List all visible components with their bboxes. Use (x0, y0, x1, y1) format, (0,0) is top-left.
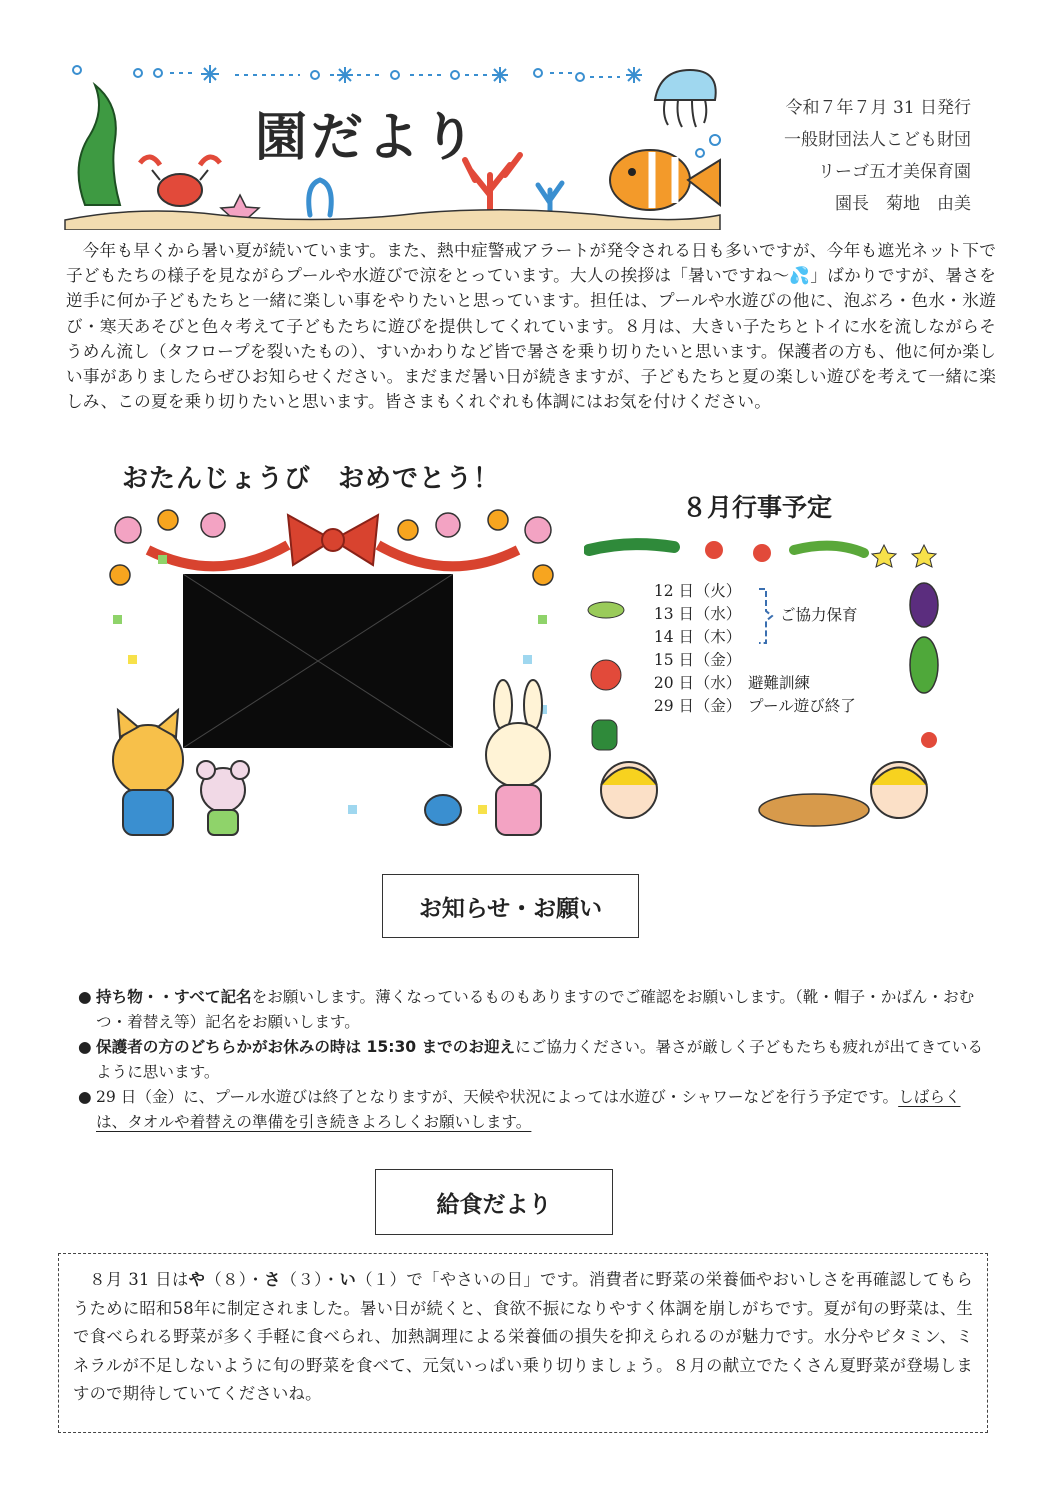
crab-icon (140, 157, 220, 206)
cat-character-icon (113, 710, 183, 835)
rabbit-character-icon (486, 680, 550, 835)
notices-heading: お知らせ・お願い (382, 874, 639, 938)
tomato-icon (591, 660, 621, 690)
vegetable-basket-icon (759, 794, 869, 826)
sand-floor (65, 210, 720, 230)
meal-heading: 給食だより (375, 1169, 613, 1235)
redacted-photo-cross (183, 574, 453, 748)
school-name: リーゴ五才美保育園 (818, 162, 971, 182)
edamame-icon (588, 602, 624, 618)
birthday-heading: おたんじょうび おめでとう！ (122, 464, 501, 494)
tomato-icon (705, 541, 723, 559)
principal-name: 園長 菊地 由美 (835, 194, 971, 214)
okra-icon (794, 546, 864, 553)
tomato-icon (753, 544, 771, 562)
event-row: 13 日 （水） (653, 605, 742, 623)
notice-item-pickup: ● 保護者の方のどちらかがお休みの時は 15:30 までのお迎えにご協力ください。暑さが厳しく子どもたちも疲れが出てきているように思います。 (78, 1035, 990, 1085)
events-list (648, 580, 856, 718)
clownfish-icon (610, 150, 720, 210)
event-row: 12 日 （火） (653, 582, 742, 600)
bow-icon (288, 515, 378, 565)
green-pepper-icon (592, 720, 617, 750)
mouse-character-icon (197, 761, 249, 835)
event-row: 14 日 （木） (653, 628, 742, 646)
issuer-block (784, 92, 971, 220)
photo-placeholder (183, 574, 453, 748)
seaweed-icon (79, 85, 120, 205)
jellyfish-icon (655, 70, 720, 157)
star-icon (912, 545, 936, 567)
cucumber-icon (589, 544, 674, 550)
bullet-icon: ● (78, 988, 92, 1006)
event-row: 15 日 （金） (653, 651, 742, 669)
notices-list (78, 985, 990, 1135)
tomato-icon (921, 732, 937, 748)
bird-character-icon (425, 795, 461, 825)
brace-icon (756, 586, 776, 646)
eggplant-icon (910, 583, 938, 627)
organization-name: 一般財団法人こども財団 (784, 130, 971, 150)
bitter-melon-icon (910, 637, 938, 693)
cooperative-care-label: ご協力保育 (780, 606, 858, 624)
event-row: 29 日 （金） プール遊び終了 (653, 697, 856, 715)
bullet-icon: ● (78, 1088, 92, 1106)
intro-paragraph: 今年も早くから暑い夏が続いています。また、熱中症警戒アラートが発令される日も多いですが、今年も遮光ネット下で子どもたちの様子を見ながらプールや水遊びで涼をとっています。大人の挨拶は「暑いですね～💦」ばかりですが、暑さを逆手に何か子どもたちと一緒に楽しい事をやりたいと思っています。担任は、プールや水遊びの他に、泡ぶろ・色水・氷遊び・寒天あそびと色々考えて子どもたちに遊びを提供してくれています。８月は、大きい子たちとトイに水を流しながらそうめん流し（タフロープを裂いたもの）、すいかわりなど皆で暑さを乗り切りたいと思います。保護者の方も、他に何か楽しい事がありましたらぜひお知らせください。まだまだ暑い日が続きますが、子どもたちと夏の楽しい遊びを考えて一緒に楽しみ、この夏を乗り切りたいと思います。皆さまもくれぐれも体調にはお気を付けください。 (66, 241, 996, 412)
newsletter-title: 園だより (255, 108, 480, 168)
events-heading: ８月行事予定 (682, 493, 833, 522)
bullet-icon: ● (78, 1038, 92, 1056)
star-icon (872, 545, 896, 567)
meal-paragraph: ８月 31 日はや（８）・さ（３）・い（１）で「やさいの日」です。消費者に野菜の栄養価やおいしさを再確認してもらうために昭和58年に制定されました。暑い日が続くと、食欲不振になりやすく体調を崩しがちです。夏が旬の野菜は、生で食べられる野菜が多く手軽に食べられ、加熱調理による栄養価の損失を抑えられるのが魅力です。水分やビタミン、ミネラルが不足しないように旬の野菜を食べて、元気いっぱい乗り切りましょう。８月の献立でたくさん夏野菜が登場しますので期待していてくださいね。 (73, 1270, 974, 1404)
notice-item-pool: ● 29 日（金）に、プール水遊びは終了となりますが、天候や状況によっては水遊び・シャワーなどを行う予定です。しばらくは、タオルや着替えの準備を引き続きよろしくお願いします。 (78, 1085, 990, 1135)
event-row: 20 日 （水） 避難訓練 (653, 674, 811, 692)
notice-item-belongings: ● 持ち物・・すべて記名をお願いします。薄くなっているものもありますのでご確認をお願いします。（靴・帽子・かばん・おむつ・着替え等）記名をお願いします。 (78, 985, 990, 1035)
issue-date: 令和７年７月 31 日発行 (785, 98, 971, 118)
